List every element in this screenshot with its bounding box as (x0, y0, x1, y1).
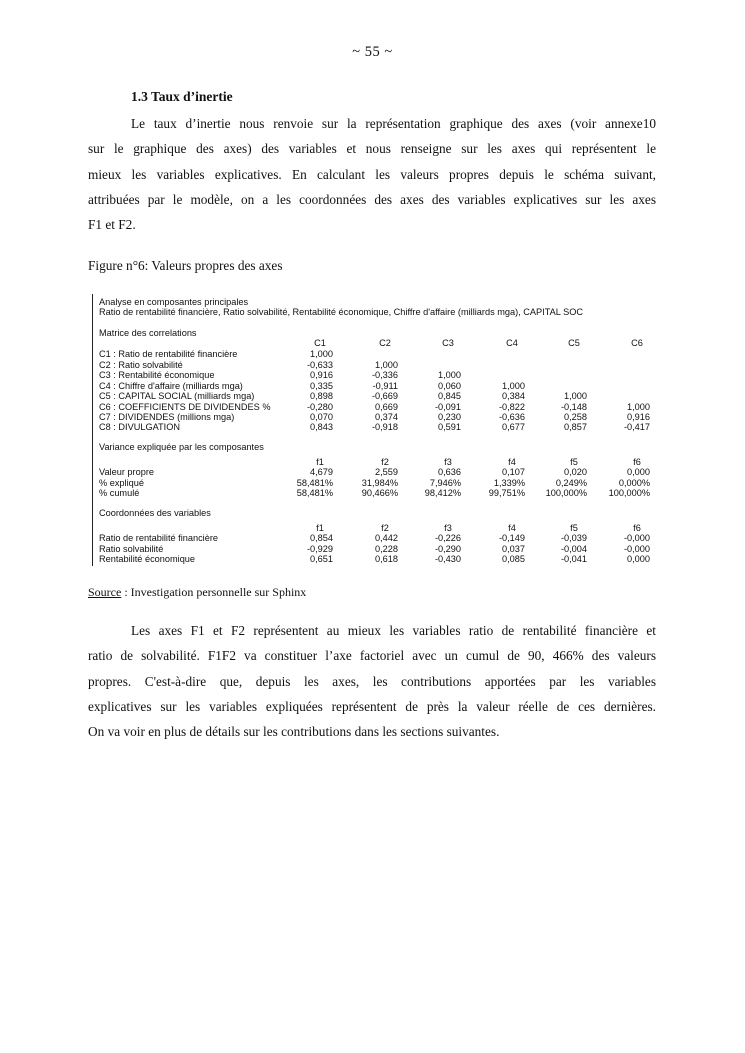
coordinates-row-cell: 0,085 (502, 554, 525, 565)
correlation-row-cell: 0,230 (438, 411, 461, 422)
correlation-row-cell: 1,000 (375, 359, 398, 370)
output-title: Analyse en composantes principales (99, 297, 249, 307)
intro-line: attribuées par le modèle, on a les coordonnées des axes des variables explicatives sur les axes (88, 191, 656, 207)
conclusion-last-line: On va voir en plus de détails sur les contributions dans les sections suivantes. (88, 724, 500, 740)
correlation-row-label: C7 : DIVIDENDES (millions mga) (99, 411, 235, 422)
coordinates-row-label: Rentabilité économique (99, 554, 196, 565)
variance-header: f5 (570, 456, 578, 467)
variance-row-cell: 99,751% (488, 488, 525, 499)
variance-row-cell: 100,000% (545, 488, 587, 499)
correlation-title: Matrice des correlations (99, 328, 197, 339)
correlation-row-cell: 1,000 (502, 380, 525, 391)
coordinates-row-cell: 0,618 (375, 554, 398, 565)
variance-header: f4 (508, 456, 516, 467)
variance-row-cell: 90,466% (361, 488, 398, 499)
variance-header: f1 (316, 456, 324, 467)
correlation-row-cell: 0,898 (310, 391, 333, 402)
section-heading: 1.3 Taux d’inertie (131, 89, 233, 104)
correlation-row-cell: 0,335 (310, 380, 333, 391)
conclusion-line: propres. C'est-à-dire que, depuis les axes, les contributions apportées par les variables (88, 673, 656, 689)
intro-first-line: Le taux d’inertie nous renvoie sur la représentation graphique des axes (voir annexe10 (131, 116, 656, 131)
coordinates-header: f4 (508, 522, 516, 533)
correlation-row-cell: 0,857 (564, 422, 587, 433)
correlation-row-cell: 0,669 (375, 401, 398, 412)
coordinates-row-cell: 0,854 (310, 533, 333, 544)
variance-row-cell: 1,339% (493, 477, 525, 488)
correlation-row-cell: 0,070 (310, 411, 333, 422)
source-line (88, 585, 306, 600)
coordinates-row-cell: -0,430 (434, 554, 461, 565)
variance-row-cell: 0,636 (438, 467, 461, 478)
coordinates-row-cell: -0,000 (623, 533, 650, 544)
source-label: Source (88, 585, 122, 599)
variance-title: Variance expliquée par les composantes (99, 442, 264, 453)
variance-header: f2 (381, 456, 389, 467)
correlation-row-cell: -0,669 (371, 391, 398, 402)
variance-row-label: % expliqué (99, 477, 144, 488)
correlation-row-cell: 0,845 (438, 391, 461, 402)
variance-row-cell: 0,000 (627, 467, 650, 478)
coordinates-header: f3 (444, 522, 452, 533)
coordinates-row-cell: 0,037 (502, 543, 525, 554)
coordinates-row-cell: 0,228 (375, 543, 398, 554)
coordinates-header: f6 (633, 522, 641, 533)
intro-last-line: F1 et F2. (88, 217, 136, 233)
correlation-row-cell: -0,633 (306, 359, 333, 370)
variance-row-cell: 7,946% (429, 477, 461, 488)
correlation-row-cell: -0,822 (498, 401, 525, 412)
correlation-header: C6 (631, 337, 643, 348)
correlation-header: C2 (379, 337, 391, 348)
coordinates-header: f1 (316, 522, 324, 533)
coordinates-row-cell: -0,041 (560, 554, 587, 565)
correlation-row-label: C2 : Ratio solvabilité (99, 359, 183, 370)
coordinates-title: Coordonnées des variables (99, 508, 211, 519)
correlation-row-cell: -0,336 (371, 370, 398, 381)
coordinates-row-cell: 0,442 (375, 533, 398, 544)
variance-row-label: % cumulé (99, 488, 140, 499)
correlation-row-cell: 0,591 (438, 422, 461, 433)
correlation-row-cell: 0,916 (627, 411, 650, 422)
conclusion-line: explicatives sur les variables expliquées représentent de près la valeur réelle de ces dernières. (88, 698, 656, 714)
variance-row-cell: 58,481% (296, 488, 333, 499)
variance-row-cell: 2,559 (375, 467, 398, 478)
coordinates-row-cell: -0,004 (560, 543, 587, 554)
variance-row-cell: 0,107 (502, 467, 525, 478)
correlation-row-cell: 1,000 (627, 401, 650, 412)
correlation-row-cell: 0,677 (502, 422, 525, 433)
correlation-row-cell: -0,091 (434, 401, 461, 412)
correlation-row-cell: -0,918 (371, 422, 398, 433)
correlation-row-cell: 0,060 (438, 380, 461, 391)
coordinates-row-cell: -0,290 (434, 543, 461, 554)
correlation-row-label: C4 : Chiffre d'affaire (milliards mga) (99, 380, 243, 391)
correlation-row-cell: -0,911 (372, 380, 398, 391)
variance-row-cell: 4,679 (310, 467, 333, 478)
correlation-row-cell: 1,000 (564, 391, 587, 402)
variance-header: f3 (444, 456, 452, 467)
output-variables: Ratio de rentabilité financière, Ratio solvabilité, Rentabilité économique, Chiffre d'affaire (milliards mga), CAPITAL SOC (99, 307, 583, 318)
coordinates-row-cell: -0,039 (560, 533, 587, 544)
correlation-row-cell: 1,000 (438, 370, 461, 381)
variance-row-cell: 0,020 (564, 467, 587, 478)
coordinates-row-cell: -0,226 (434, 533, 461, 544)
conclusion-first-line: Les axes F1 et F2 représentent au mieux les variables ratio de rentabilité financière et (131, 623, 656, 638)
variance-row-label: Valeur propre (99, 467, 154, 478)
correlation-row-cell: -0,148 (560, 401, 587, 412)
correlation-header: C5 (568, 337, 580, 348)
correlation-row-label: C3 : Rentabilité économique (99, 370, 215, 381)
correlation-header: C1 (314, 337, 326, 348)
coordinates-row-label: Ratio de rentabilité financière (99, 533, 218, 544)
conclusion-paragraph (88, 618, 656, 744)
coordinates-row-cell: 0,000 (627, 554, 650, 565)
correlation-row-cell: -0,280 (306, 401, 333, 412)
correlation-row-cell: 0,916 (310, 370, 333, 381)
source-text: : Investigation personnelle sur Sphinx (121, 585, 307, 599)
variance-row-cell: 0,249% (555, 477, 587, 488)
correlation-row-cell: 0,384 (502, 391, 525, 402)
variance-row-cell: 98,412% (424, 488, 461, 499)
coordinates-row-cell: -0,929 (306, 543, 333, 554)
correlation-row-cell: 0,258 (564, 411, 587, 422)
correlation-row-cell: -0,417 (623, 422, 650, 433)
coordinates-row-cell: 0,651 (310, 554, 333, 565)
pca-output-screenshot (92, 294, 671, 566)
intro-paragraph (88, 111, 656, 237)
variance-row-cell: 31,984% (361, 477, 398, 488)
intro-line: mieux les variables explicatives. En calculant les valeurs propres depuis le schéma suivant, (88, 166, 656, 182)
correlation-row-label: C6 : COEFFICIENTS DE DIVIDENDES % (99, 401, 271, 412)
figure-caption: Figure n°6: Valeurs propres des axes (88, 258, 283, 273)
correlation-row-cell: 1,000 (310, 349, 333, 360)
coordinates-row-cell: -0,149 (498, 533, 525, 544)
variance-row-cell: 58,481% (296, 477, 333, 488)
coordinates-row-cell: -0,000 (623, 543, 650, 554)
intro-line: sur le graphique des axes) des variables et nous renseigne sur les axes qui représentent le (88, 141, 656, 157)
correlation-row-cell: -0,636 (498, 411, 525, 422)
correlation-row-cell: 0,843 (310, 422, 333, 433)
variance-header: f6 (633, 456, 641, 467)
correlation-header: C3 (442, 337, 454, 348)
variance-row-cell: 0,000% (618, 477, 650, 488)
page-number: ~ 55 ~ (352, 44, 393, 60)
coordinates-header: f5 (570, 522, 578, 533)
coordinates-row-label: Ratio solvabilité (99, 543, 164, 554)
correlation-row-label: C5 : CAPITAL SOCIAL (milliards mga) (99, 391, 255, 402)
conclusion-line: ratio de solvabilité. F1F2 va constituer l’axe factoriel avec un cumul de 90, 466% des valeurs (88, 648, 656, 664)
coordinates-header: f2 (381, 522, 389, 533)
correlation-row-label: C8 : DIVULGATION (99, 422, 180, 433)
correlation-row-label: C1 : Ratio de rentabilité financière (99, 349, 238, 360)
variance-row-cell: 100,000% (608, 488, 650, 499)
correlation-header: C4 (506, 337, 518, 348)
correlation-row-cell: 0,374 (375, 411, 398, 422)
